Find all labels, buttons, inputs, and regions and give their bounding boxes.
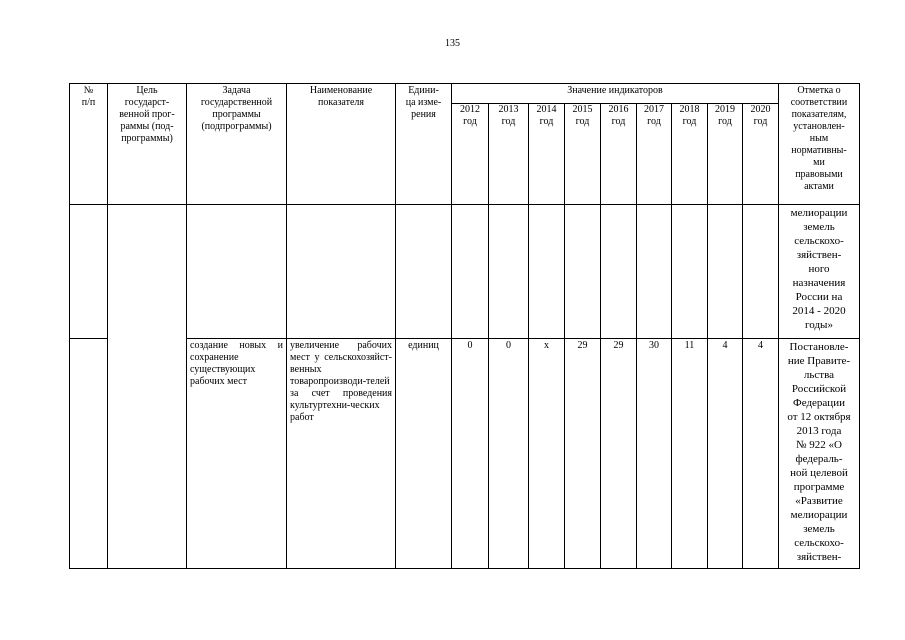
header-goal: Цель государст- венной прог- раммы (под- программы) <box>108 84 187 205</box>
cell-value <box>637 205 672 339</box>
indicator-table <box>69 83 860 569</box>
cell-value <box>743 205 779 339</box>
header-year: 2018 год <box>672 104 708 205</box>
cell-value <box>489 205 529 339</box>
header-year: 2013 год <box>489 104 529 205</box>
cell-value <box>708 205 743 339</box>
cell-value: 4 <box>708 339 743 569</box>
cell-value: 0 <box>489 339 529 569</box>
cell-value: 29 <box>565 339 601 569</box>
cell-task <box>187 205 287 339</box>
cell-task: создание новых и сохранение существующих рабочих мест <box>187 339 287 569</box>
cell-value <box>529 205 565 339</box>
header-unit: Едини- ца изме- рения <box>396 84 452 205</box>
cell-value: 11 <box>672 339 708 569</box>
cell-unit: единиц <box>396 339 452 569</box>
cell-value <box>452 205 489 339</box>
cell-value: x <box>529 339 565 569</box>
table-row <box>70 205 860 339</box>
header-num: № п/п <box>70 84 108 205</box>
header-year: 2017 год <box>637 104 672 205</box>
cell-goal <box>108 205 187 569</box>
header-year: 2014 год <box>529 104 565 205</box>
cell-num <box>70 339 108 569</box>
header-year: 2016 год <box>601 104 637 205</box>
cell-value <box>565 205 601 339</box>
header-year: 2020 год <box>743 104 779 205</box>
cell-indicator: увеличение рабочих мест у сельскохозяйст-венных товаропроизводи-телей за счет проведения культуртехни-ческих работ <box>287 339 396 569</box>
cell-note: мелиорации земель сельскохо- зяйствен- ного назначения России на 2014 - 2020 годы» <box>779 205 860 339</box>
header-task: Задача государственной программы (подпрограммы) <box>187 84 287 205</box>
cell-value <box>601 205 637 339</box>
header-note: Отметка о соответствии показателям, установлен- ным нормативны- ми правовыми актами <box>779 84 860 205</box>
header-year: 2012 год <box>452 104 489 205</box>
cell-indicator <box>287 205 396 339</box>
header-values-group: Значение индикаторов <box>452 84 779 104</box>
header-indicator: Наименование показателя <box>287 84 396 205</box>
cell-num <box>70 205 108 339</box>
cell-value: 0 <box>452 339 489 569</box>
cell-value: 4 <box>743 339 779 569</box>
cell-value: 30 <box>637 339 672 569</box>
cell-note: Постановле- ние Правите- льства Российской Федерации от 12 октября 2013 года № 922 «О федераль- ной целевой программе «Развитие мелиорации земель сельскохо- зяйствен- <box>779 339 860 569</box>
header-year: 2015 год <box>565 104 601 205</box>
page-number: 135 <box>445 38 460 49</box>
header-year: 2019 год <box>708 104 743 205</box>
cell-value <box>672 205 708 339</box>
header-row-1 <box>70 84 860 104</box>
cell-unit <box>396 205 452 339</box>
cell-value: 29 <box>601 339 637 569</box>
table-row <box>70 339 860 569</box>
